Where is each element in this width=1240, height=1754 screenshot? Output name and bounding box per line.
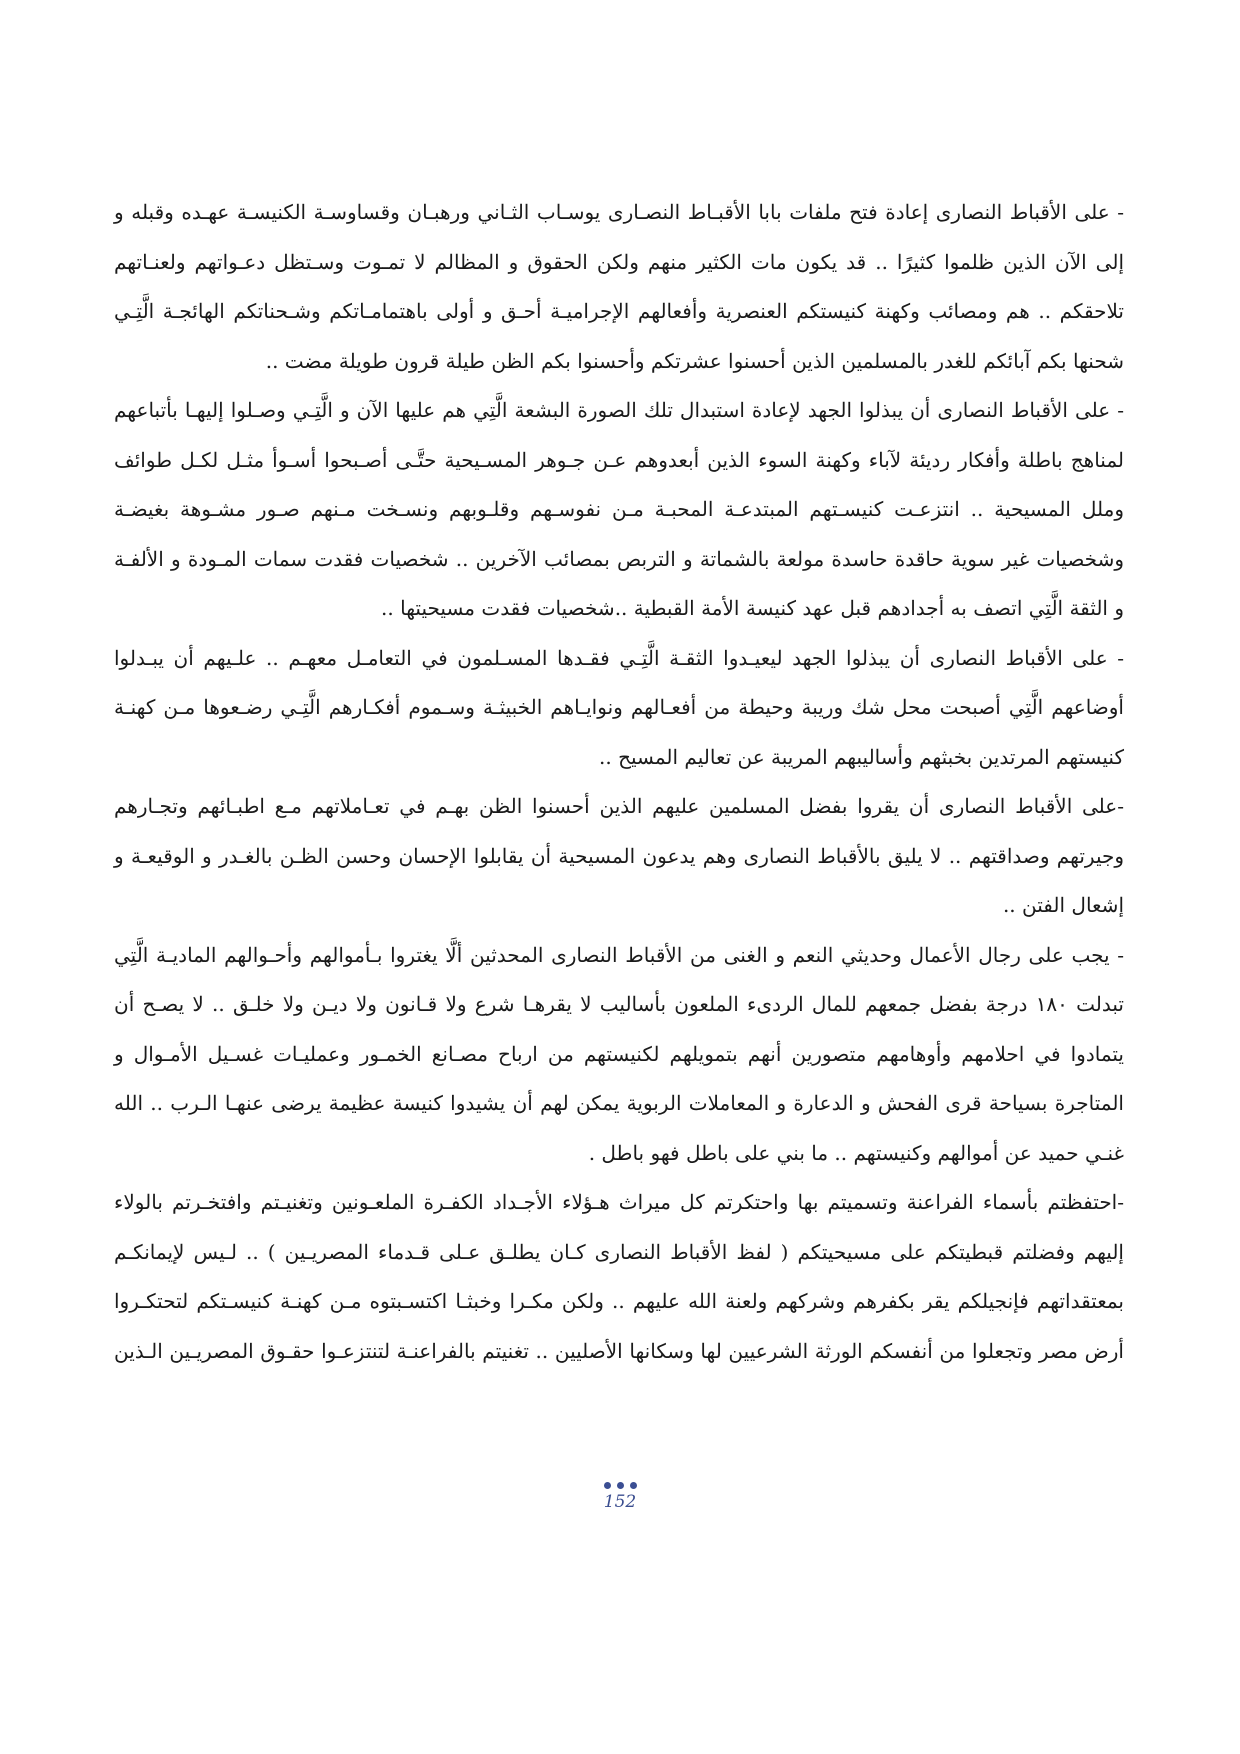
dot-icon <box>604 1482 611 1489</box>
body-text <box>114 188 1124 1376</box>
paragraph-5: - يجب على رجال الأعمال وحديثي النعم و الغنى من الأقباط النصارى المحدثين ألَّا يغتروا بـأموالهم وأحـوالهم الماديـة الَّتِي تبدلت ١٨٠ درجة بفضل جمعهم للمال الردىء الملعون بأساليب لا يقرهـا شرع ولا قـانون ولا ديـن ولا خلـق .. لا يصـح أن يتمادوا في احلامهم وأوهامهم متصورين أنهم بتمويلهم لكنيستهم من ارباح مصـانع الخمـور وعمليـات غسـيل الأمـوال و المتاجرة بسياحة قرى الفحش و الدعارة و المعاملات الربوية يمكن لهم أن يشيدوا كنيسة عظيمة يرضى عنهـا الـرب .. الله غنـي حميد عن أموالهم وكنيستهم .. ما بني على باطل فهو باطل . <box>114 942 1124 1165</box>
paragraph-4: -على الأقباط النصارى أن يقروا بفضل المسلمين عليهم الذين أحسنوا الظن بهـم في تعـاملاتهم مـع اطبـائهم وتجـارهم وجيرتهم وصداقتهم .. لا يليق بالأقباط النصارى وهم يدعون المسيحية أن يقابلوا الإحسان وحسن الظـن بالغـدر و الوقيعـة و إشعال الفتن .. <box>114 794 1124 917</box>
dot-icon <box>630 1482 637 1489</box>
paragraph-2: - على الأقباط النصارى أن يبذلوا الجهد لإعادة استبدال تلك الصورة البشعة الَّتِي هم عليها الآن و الَّتِـي وصـلوا إليهـا بأتباعهم لمناهج باطلة وأفكار رديئة لآباء وكهنة السوء الذين أبعدوهم عـن جـوهر المسـيحية حتَّـى أصـبحوا أسـوأ مثـل لكـل طوائف وملل المسيحية .. انتزعـت كنيسـتهم المبتدعـة المحبـة مـن نفوسـهم وقلـوبهم ونسـخت مـنهم صـور مشـوهة بغيضـة وشخصيات غير سوية حاقدة حاسدة مولعة بالشماتة و التربص بمصائب الآخرين .. شخصيات فقدت سمات المـودة و الألفـة و الثقة الَّتِي اتصف به أجدادهم قبل عهد كنيسة الأمة القبطية ..شخصيات فقدت مسيحيتها .. <box>114 398 1124 620</box>
dot-icon <box>617 1482 624 1489</box>
paragraph-1: - على الأقباط النصارى إعادة فتح ملفات بابا الأقبـاط النصـارى يوسـاب الثـاني ورهبـان وقساوسـة الكنيسـة عهـده وقبله و إلى الآن الذين ظلموا كثيرًا .. قد يكون مات الكثير منهم ولكن الحقوق و المظالم لا تمـوت وسـتظل دعـواتهم ولعنـاتهم تلاحقكم .. هم ومصائب وكهنة كنيستكم العنصرية وأفعالهم الإجراميـة أحـق و أولى باهتمامـاتكم وشـحناتكم الهائجـة الَّتِـي شحنها بكم آبائكم للغدر بالمسلمين الذين أحسنوا عشرتكم وأحسنوا بكم الظن طيلة قرون طويلة مضت .. <box>114 200 1124 373</box>
paragraph-3: - على الأقباط النصارى أن يبذلوا الجهد ليعيـدوا الثقـة الَّتِـي فقـدها المسـلمون في التعامـل معهـم .. علـيهم أن يبـدلوا أوضاعهم الَّتِي أصبحت محل شك وريبة وحيطة من أفعـالهم ونوايـاهم الخبيثـة وسـموم أفكـارهم الَّتِـي رضـعوها مـن كهنـة كنيستهم المرتدين بخبثهم وأساليبهم المريبة عن تعاليم المسيح .. <box>114 645 1124 769</box>
paragraph-6: -احتفظتم بأسماء الفراعنة وتسميتم بها واحتكرتم كل ميراث هـؤلاء الأجـداد الكفـرة الملعـونين وتغنيـتم وافتخـرتم بالولاء إليهم وفضلتم قبطيتكم على مسيحيتكم ( لفظ الأقباط النصارى كـان يطلـق عـلى قـدماء المصريـين ) .. لـيس لإيمانكـم بمعتقداتهم فإنجيلكم يقر بكفرهم وشركهم ولعنة الله عليهم .. ولكن مكـرا وخبثـا اكتسـبتوه مـن كهنـة كنيسـتكم لتحتكـروا أرض مصر وتجعلوا من أنفسكم الورثة الشرعيين لها وسكانها الأصليين .. تغنيتم بالفراعنـة لتنتزعـوا حقـوق المصريـين الـذين <box>114 1190 1124 1363</box>
page-number: 152 <box>603 1492 637 1512</box>
footer-dots-ornament <box>0 1480 1240 1490</box>
page-footer <box>0 1480 1240 1512</box>
